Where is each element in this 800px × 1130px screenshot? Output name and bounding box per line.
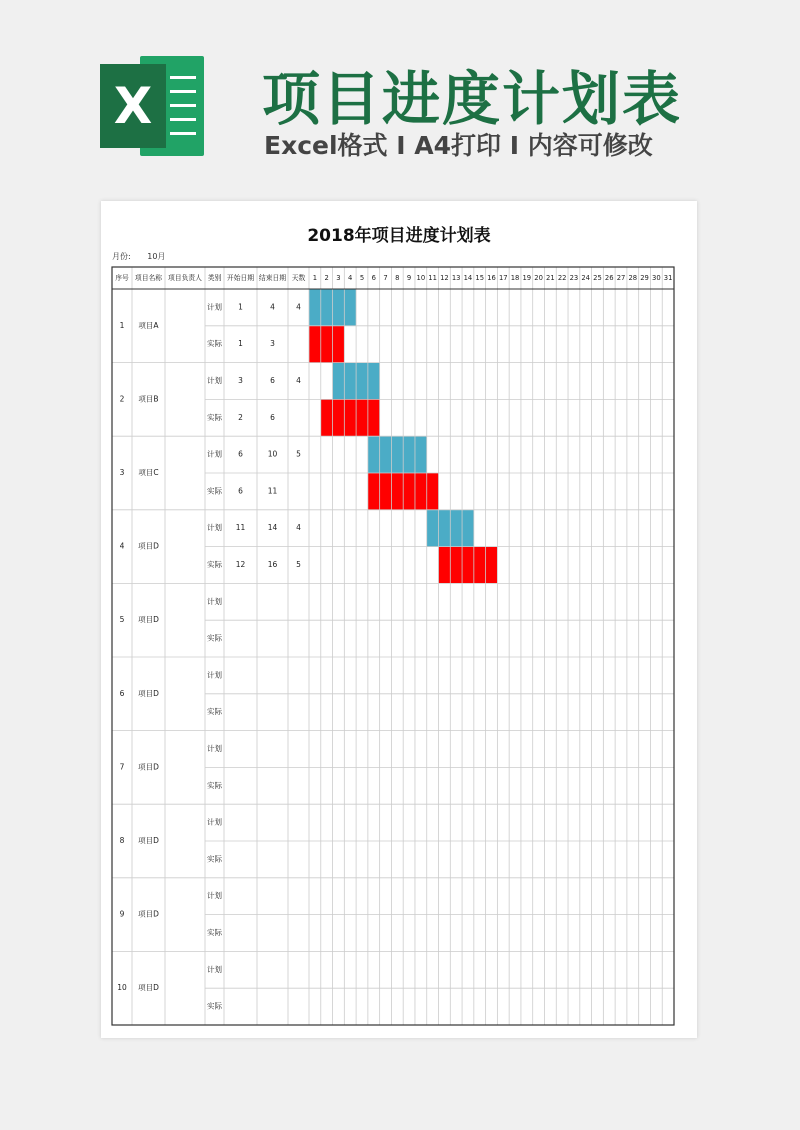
gantt-bar-cell: [391, 473, 403, 510]
plan-start: 6: [238, 449, 243, 459]
header-cell: 序号: [115, 274, 129, 282]
gantt-bar-cell: [344, 289, 356, 326]
day-header: 11: [428, 274, 437, 282]
actual-start: 1: [238, 339, 243, 349]
plan-days: 4: [296, 376, 301, 385]
plan-end: 6: [270, 376, 275, 385]
day-header: 8: [395, 274, 400, 282]
gantt-bar-cell: [427, 510, 439, 547]
day-header: 12: [440, 274, 449, 282]
plan-label: 计划: [207, 670, 222, 680]
project-no: 6: [119, 688, 125, 698]
project-no: 1: [119, 320, 125, 330]
day-header: 5: [359, 274, 365, 282]
day-header: 20: [534, 274, 543, 282]
gantt-bar-cell: [368, 473, 380, 510]
actual-label: 实际: [207, 780, 222, 790]
actual-label: 实际: [207, 486, 222, 496]
gantt-bar-cell: [439, 510, 451, 547]
day-header: 28: [628, 274, 638, 282]
day-header: 10: [416, 274, 426, 282]
header-cell: 结束日期: [258, 274, 287, 282]
project-name: 项目D: [138, 762, 159, 772]
actual-end: 11: [267, 486, 278, 496]
plan-label: 计划: [207, 376, 222, 385]
day-header: 6: [371, 274, 376, 282]
banner-title: 项目进度计划表: [262, 65, 683, 133]
plan-end: 14: [267, 523, 278, 533]
day-header: 25: [593, 274, 602, 282]
day-header: 30: [652, 274, 661, 282]
actual-label: 实际: [207, 560, 222, 569]
actual-end: 16: [267, 560, 278, 569]
plan-label: 计划: [207, 817, 222, 827]
excel-logo-icon: [100, 56, 204, 156]
actual-days: 5: [296, 560, 301, 569]
plan-label: 计划: [207, 596, 222, 606]
day-header: 9: [406, 274, 412, 282]
sheet-title: 2018年项目进度计划表: [307, 226, 491, 246]
day-header: 31: [663, 274, 673, 282]
project-name: 项目D: [138, 541, 159, 551]
gantt-bar-cell: [403, 436, 415, 473]
project-no: 9: [119, 909, 125, 919]
project-no: 2: [119, 394, 125, 404]
gantt-bar-cell: [415, 436, 427, 473]
gantt-bar-cell: [450, 547, 462, 584]
day-header: 22: [557, 274, 567, 282]
header-cell: 类别: [207, 274, 222, 282]
day-header: 2: [324, 274, 329, 282]
project-name: 项目C: [138, 468, 159, 477]
gantt-bar-cell: [344, 363, 356, 400]
day-header: 15: [475, 274, 485, 282]
month-label: 月份:: [112, 252, 131, 261]
project-no: 4: [119, 541, 125, 551]
actual-label: 实际: [207, 633, 222, 643]
project-name: 项目A: [138, 320, 159, 330]
project-no: 10: [117, 983, 127, 993]
gantt-bar-cell: [309, 326, 321, 363]
gantt-bar-cell: [486, 547, 498, 584]
gantt-bar-cell: [333, 399, 345, 436]
project-no: 3: [119, 468, 125, 477]
plan-label: 计划: [207, 449, 222, 459]
plan-days: 5: [296, 449, 301, 459]
plan-start: 11: [235, 523, 246, 533]
gantt-bar-cell: [333, 289, 345, 326]
gantt-bar-cell: [333, 363, 345, 400]
actual-start: 12: [235, 560, 246, 569]
gantt-bar-cell: [391, 436, 403, 473]
table-border: [112, 267, 674, 1025]
plan-label: 计划: [207, 523, 222, 533]
plan-label: 计划: [207, 744, 222, 753]
gantt-bar-cell: [450, 510, 462, 547]
project-name: 项目D: [138, 836, 159, 845]
gantt-bar-cell: [462, 547, 474, 584]
gantt-bar-cell: [380, 436, 392, 473]
actual-label: 实际: [207, 412, 222, 422]
day-header: 4: [348, 274, 353, 282]
day-header: 18: [510, 274, 520, 282]
plan-days: 4: [296, 523, 301, 533]
day-header: 1: [312, 274, 318, 282]
gantt-bar-cell: [474, 547, 486, 584]
gantt-bar-cell: [462, 510, 474, 547]
gantt-bar-cell: [368, 399, 380, 436]
gantt-bar-cell: [344, 399, 356, 436]
gantt-bar-cell: [368, 363, 380, 400]
month-value: 10月: [147, 252, 166, 261]
project-no: 5: [119, 615, 125, 625]
header-cell: 项目负责人: [168, 274, 202, 282]
project-name: 项目D: [138, 983, 159, 993]
plan-label: 计划: [207, 891, 222, 901]
actual-label: 实际: [207, 1001, 222, 1011]
project-name: 项目D: [138, 615, 159, 625]
day-header: 13: [451, 274, 461, 282]
gantt-bar-cell: [380, 473, 392, 510]
day-header: 26: [604, 274, 614, 282]
plan-end: 10: [267, 449, 278, 459]
plan-label: 计划: [207, 302, 222, 312]
gantt-bar-cell: [309, 289, 321, 326]
gantt-bar-cell: [333, 326, 345, 363]
actual-end: 6: [270, 412, 275, 422]
header-cell: 开始日期: [226, 274, 255, 282]
actual-label: 实际: [207, 707, 222, 717]
day-header: 24: [581, 274, 591, 282]
header-cell: 项目名称: [134, 274, 163, 282]
gantt-bar-cell: [427, 473, 439, 510]
plan-start: 3: [238, 376, 243, 385]
actual-label: 实际: [207, 928, 222, 937]
project-no: 8: [119, 836, 125, 845]
banner: [0, 0, 800, 190]
actual-end: 3: [270, 339, 275, 349]
gantt-bar-cell: [321, 326, 333, 363]
project-name: 项目D: [138, 688, 159, 698]
day-header: 17: [498, 274, 508, 282]
actual-label: 实际: [207, 339, 222, 349]
banner-subtitle: Excel格式 I A4打印 I 内容可修改: [264, 131, 653, 160]
header-cell: 天数: [291, 274, 306, 282]
plan-label: 计划: [207, 964, 222, 974]
day-header: 3: [336, 274, 341, 282]
gantt-bar-cell: [415, 473, 427, 510]
gantt-table: [101, 201, 697, 1038]
day-header: 27: [616, 274, 626, 282]
gantt-bar-cell: [321, 399, 333, 436]
day-header: 14: [463, 274, 473, 282]
gantt-bar-cell: [356, 363, 368, 400]
project-name: 项目D: [138, 909, 159, 919]
logo-letter: X: [100, 64, 166, 148]
day-header: 23: [569, 274, 579, 282]
sheet-paper: [101, 201, 697, 1038]
plan-start: 1: [238, 302, 243, 312]
day-header: 19: [522, 274, 532, 282]
gantt-bar-cell: [356, 399, 368, 436]
gantt-bar-cell: [368, 436, 380, 473]
project-no: 7: [119, 762, 125, 772]
day-header: 16: [487, 274, 496, 282]
day-header: 21: [546, 274, 555, 282]
day-header: 7: [383, 274, 388, 282]
plan-days: 4: [296, 302, 301, 312]
plan-end: 4: [270, 302, 275, 312]
actual-start: 6: [238, 486, 243, 496]
project-name: 项目B: [138, 394, 159, 404]
actual-start: 2: [238, 412, 243, 422]
actual-label: 实际: [207, 854, 222, 864]
gantt-bar-cell: [439, 547, 451, 584]
day-header: 29: [640, 274, 649, 282]
gantt-bar-cell: [403, 473, 415, 510]
gantt-bar-cell: [321, 289, 333, 326]
